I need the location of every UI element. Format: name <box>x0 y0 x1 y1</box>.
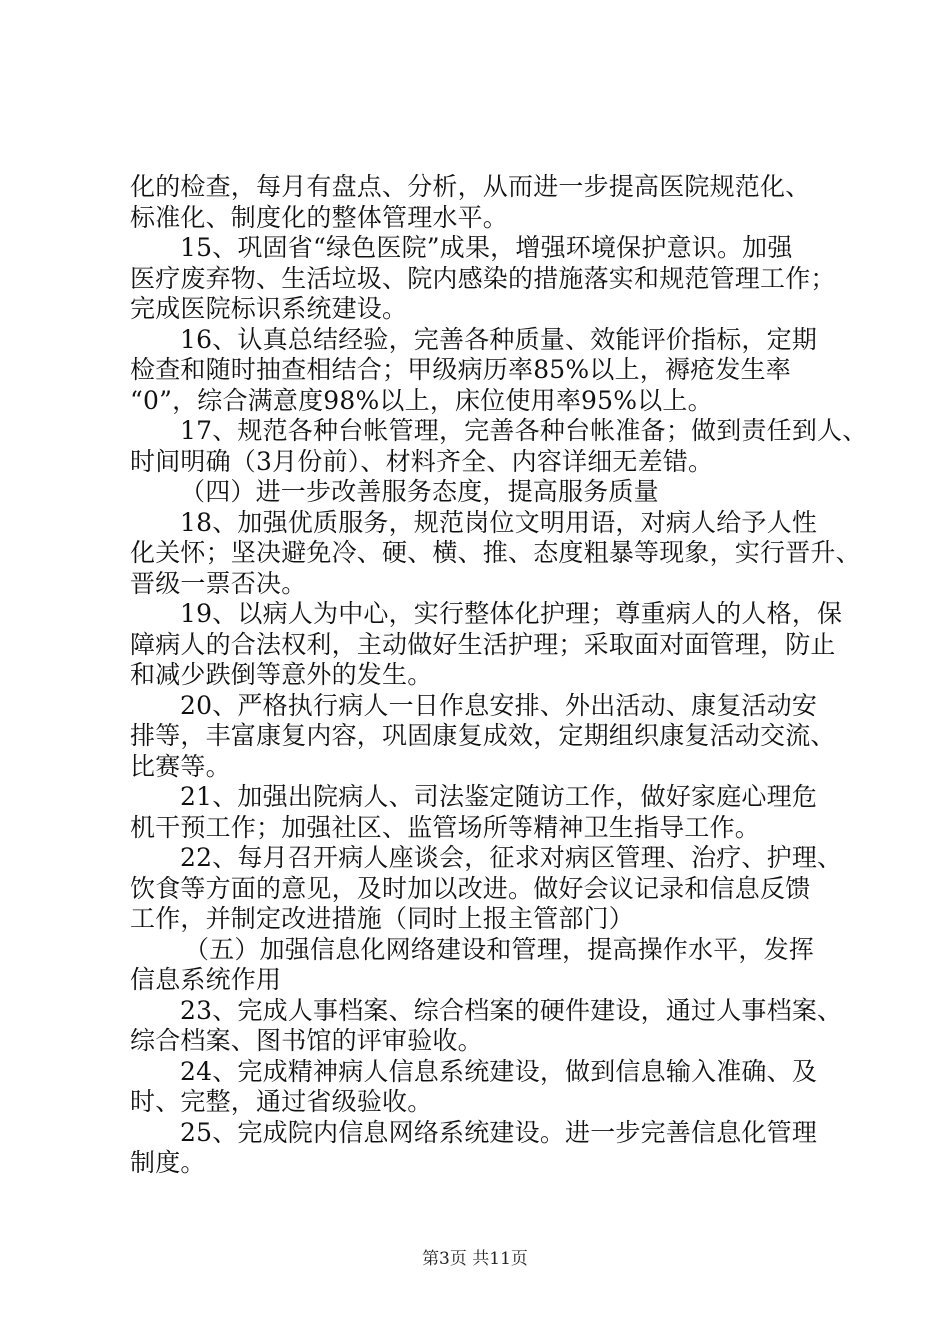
text-line: 时间明确（3月份前）、材料齐全、内容详细无差错。 <box>130 446 714 476</box>
text-line: 饮食等方面的意见，及时加以改进。做好会议记录和信息反馈 <box>130 873 811 903</box>
section-heading: （四）进一步改善服务态度，提高服务质量 <box>180 477 659 506</box>
text-line: 信息系统作用 <box>130 965 282 994</box>
text-line: 17、规范各种台帐管理，完善各种台帐准备；做到责任到人、 <box>180 416 868 445</box>
text-line: 检查和随时抽查相结合；甲级病历率85%以上，褥疮发生率 <box>130 355 791 384</box>
text-line: 16、认真总结经验，完善各种质量、效能评价指标，定期 <box>180 324 818 354</box>
text-line: 15、巩固省“绿色医院”成果，增强环境保护意识。加强 <box>180 233 793 262</box>
text-line: 晋级一票否决。 <box>130 568 307 598</box>
text-line: 22、每月召开病人座谈会，征求对病区管理、治疗、护理、 <box>180 843 843 872</box>
text-line: 25、完成院内信息网络系统建设。进一步完善信息化管理 <box>180 1117 818 1147</box>
text-line: 和减少跌倒等意外的发生。 <box>130 660 433 689</box>
text-line: 20、严格执行病人一日作息安排、外出活动、康复活动安 <box>180 690 818 720</box>
text-line: 化关怀；坚决避免冷、硬、横、推、态度粗暴等现象，实行晋升、 <box>130 538 861 567</box>
text-line: 19、以病人为中心，实行整体化护理；尊重病人的人格，保 <box>180 599 843 628</box>
text-line: 比赛等。 <box>130 751 231 781</box>
text-line: 18、加强优质服务，规范岗位文明用语，对病人给予人性 <box>180 507 818 537</box>
text-line: “0”，综合满意度98%以上，床位使用率95%以上。 <box>130 385 713 415</box>
text-line: 综合档案、图书馆的评审验收。 <box>130 1026 483 1055</box>
section-heading: （五）加强信息化网络建设和管理，提高操作水平，发挥 <box>184 934 815 964</box>
text-line: 医疗废弃物、生活垃圾、院内感染的措施落实和规范管理工作； <box>130 263 836 293</box>
text-line: 时、完整，通过省级验收。 <box>130 1087 433 1116</box>
text-line: 化的检查，每月有盘点、分析，从而进一步提高医院规范化、 <box>130 172 811 201</box>
document-body <box>130 172 868 1179</box>
text-line: 21、加强出院病人、司法鉴定随访工作，做好家庭心理危 <box>180 782 818 811</box>
text-line: 标准化、制度化的整体管理水平。 <box>130 202 509 232</box>
text-line: 24、完成精神病人信息系统建设，做到信息输入准确、及 <box>180 1056 818 1086</box>
page-number-footer: 第3页 共11页 <box>422 1249 528 1269</box>
text-line: 障病人的合法权利，主动做好生活护理；采取面对面管理，防止 <box>130 629 836 659</box>
text-line: 机干预工作；加强社区、监管场所等精神卫生指导工作。 <box>130 812 761 842</box>
text-line: 完成医院标识系统建设。 <box>130 294 408 323</box>
text-line: 排等，丰富康复内容，巩固康复成效，定期组织康复活动交流、 <box>130 721 836 750</box>
text-line: 工作，并制定改进措施（同时上报主管部门） <box>130 904 635 933</box>
text-line: 23、完成人事档案、综合档案的硬件建设，通过人事档案、 <box>180 995 843 1025</box>
text-line: 制度。 <box>130 1148 206 1177</box>
